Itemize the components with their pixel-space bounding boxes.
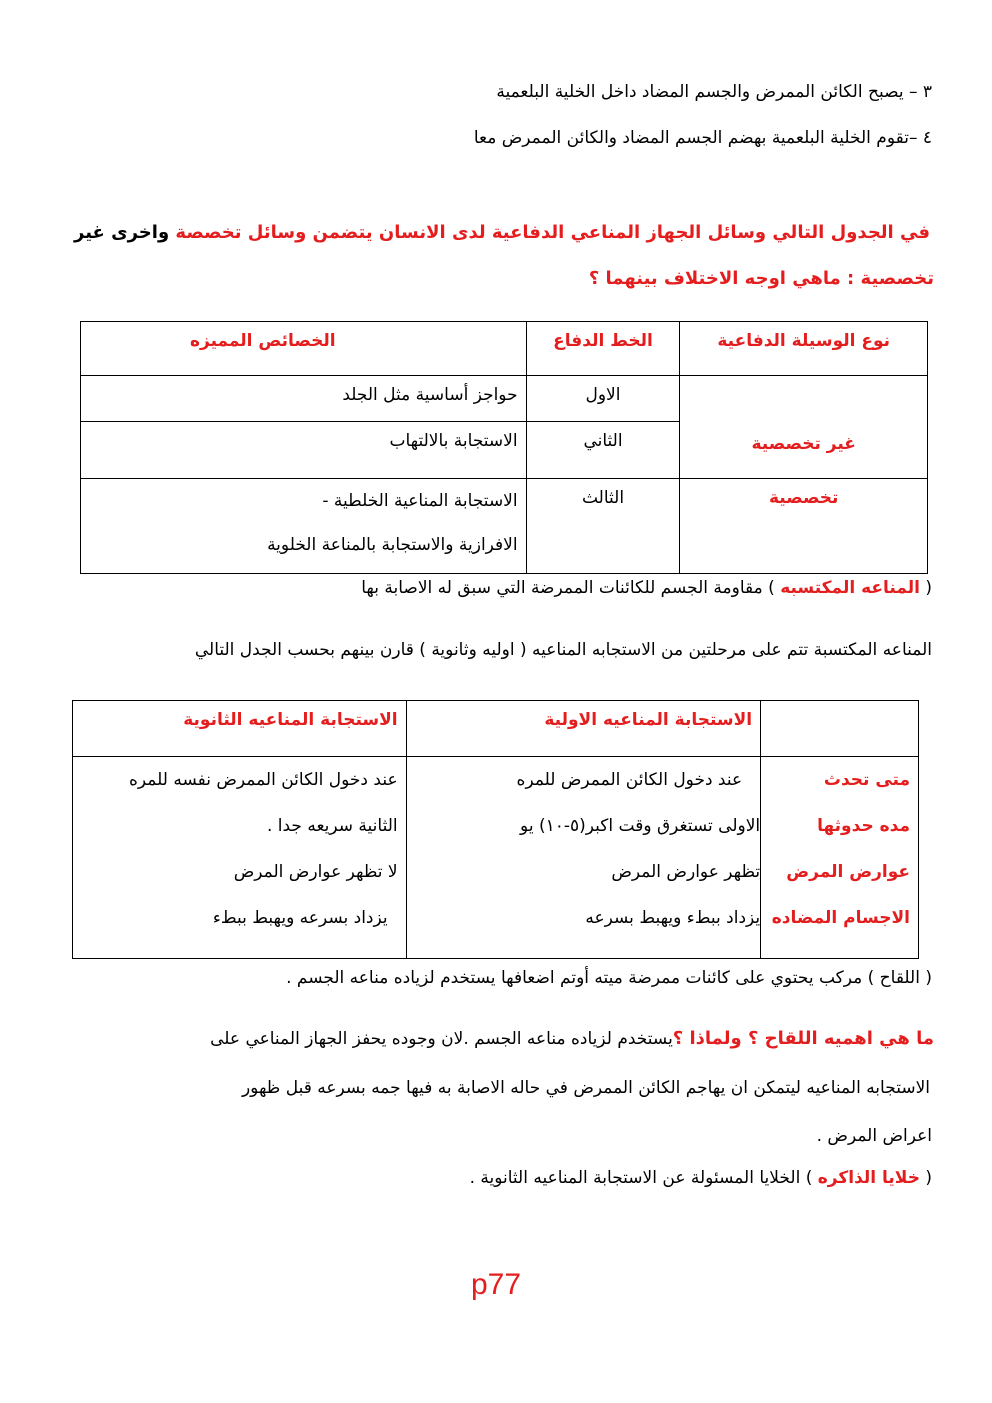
- primary-duration: الاولى تستغرق وقت اكبر(٥-١٠) يو: [520, 816, 761, 836]
- defense-table: [80, 321, 928, 574]
- vaccine-question-line1: [210, 1028, 934, 1049]
- page-number: p77: [470, 1268, 522, 1301]
- line-cell: الثاني: [526, 422, 680, 479]
- features-cell: [81, 479, 527, 574]
- intro-line-4: ٤ –تقوم الخلية البلعمية بهضم الجسم المضاد والكائن الممرض معا: [473, 128, 932, 148]
- secondary-when: عند دخول الكائن الممرض نفسه للمره: [129, 770, 398, 790]
- question1-black: واخرى غير: [74, 222, 176, 243]
- row-labels: [761, 757, 919, 959]
- table-row: [81, 479, 928, 574]
- header-features: الخصائص المميزه: [81, 322, 527, 376]
- acquired-intro: المناعه المكتسبة تتم على مرحلتين من الاستجابه المناعيه ( اوليه وثانوية ) قارن بينهم بحسب الجدل التالي: [194, 640, 932, 660]
- type-nonspecific: غير تخصصية: [680, 376, 928, 479]
- header-line: الخط الدفاع: [526, 322, 680, 376]
- response-table-body: [73, 757, 919, 959]
- acquired-definition: ( المناعه المكتسبه ) مقاومة الجسم للكائنات الممرضة التي سبق له الاصابة بها: [361, 578, 932, 598]
- label-duration: مده حدوثها: [817, 816, 910, 836]
- features-cell: حواجز أساسية مثل الجلد: [81, 376, 527, 422]
- header-empty: [761, 701, 919, 757]
- response-table-header: [73, 701, 919, 757]
- question1-line1: [74, 222, 930, 243]
- primary-when: عند دخول الكائن الممرض للمره: [516, 770, 743, 790]
- primary-symptoms: تظهر عوارض المرض: [611, 862, 761, 882]
- response-table: [72, 700, 919, 959]
- label-when: متى تحدث: [823, 770, 910, 790]
- table-row: [81, 376, 928, 422]
- header-type: نوع الوسيلة الدفاعية: [680, 322, 928, 376]
- intro-line-3: ٣ – يصبح الكائن الممرض والجسم المضاد داخل الخلية البلعمية: [496, 82, 932, 102]
- features-cell: الاستجابة بالالتهاب: [81, 422, 527, 479]
- vaccine-answer-1: يستخدم لزياده مناعه الجسم .لان وجوده يحفز الجهاز المناعي على: [210, 1029, 673, 1049]
- question1-line2: تخصصية : ماهي اوجه الاختلاف بينهما ؟: [588, 268, 934, 289]
- type-specific: تخصصية: [680, 479, 928, 574]
- secondary-duration: الثانية سريعه جدا .: [266, 816, 398, 836]
- label-symptoms: عوارض المرض: [786, 862, 910, 882]
- secondary-antibodies: يزداد بسرعه ويهبط ببطء: [212, 908, 388, 928]
- line-cell: الاول: [526, 376, 680, 422]
- vaccine-question: ما هي اهميه اللقاح ؟ ولماذا ؟: [672, 1028, 934, 1049]
- label-antibodies: الاجسام المضاده: [771, 908, 910, 928]
- primary-antibodies: يزداد ببطء ويهبط بسرعه: [585, 908, 761, 928]
- header-primary: الاستجابة المناعيه الاولية: [406, 701, 761, 757]
- defense-table-header: [81, 322, 928, 376]
- primary-column: [406, 757, 761, 959]
- secondary-symptoms: لا تظهر عوارض المرض: [233, 862, 398, 882]
- header-secondary: الاستجابة المناعيه الثانوية: [73, 701, 407, 757]
- question1-red: في الجدول التالي وسائل الجهاز المناعي الدفاعية لدى الانسان يتضمن وسائل تخصصة: [175, 222, 930, 243]
- vaccine-answer-2: الاستجابه المناعيه ليتمكن ان يهاجم الكائن الممرض في حاله الاصابة به فيها جمه بسرعه قبل ظهور: [241, 1078, 930, 1098]
- memory-definition: ( خلايا الذاكره ) الخلايا المسئولة عن الاستجابة المناعيه الثانوية .: [469, 1168, 932, 1188]
- acquired-term: المناعه المكتسبه: [780, 578, 920, 598]
- vaccine-definition: ( اللقاح ) مركب يحتوي على كائنات ممرضة ميته أوتم اضعافها يستخدم لزياده مناعه الجسم .: [286, 968, 932, 988]
- line-cell: الثالث: [526, 479, 680, 574]
- secondary-column: [73, 757, 407, 959]
- vaccine-answer-3: اعراض المرض .: [816, 1126, 932, 1146]
- memory-term: خلايا الذاكره: [817, 1168, 920, 1188]
- features-line-1: الاستجابة المناعية الخلطية -: [322, 491, 518, 511]
- features-line-2: الافرازية والاستجابة بالمناعة الخلوية: [267, 535, 518, 555]
